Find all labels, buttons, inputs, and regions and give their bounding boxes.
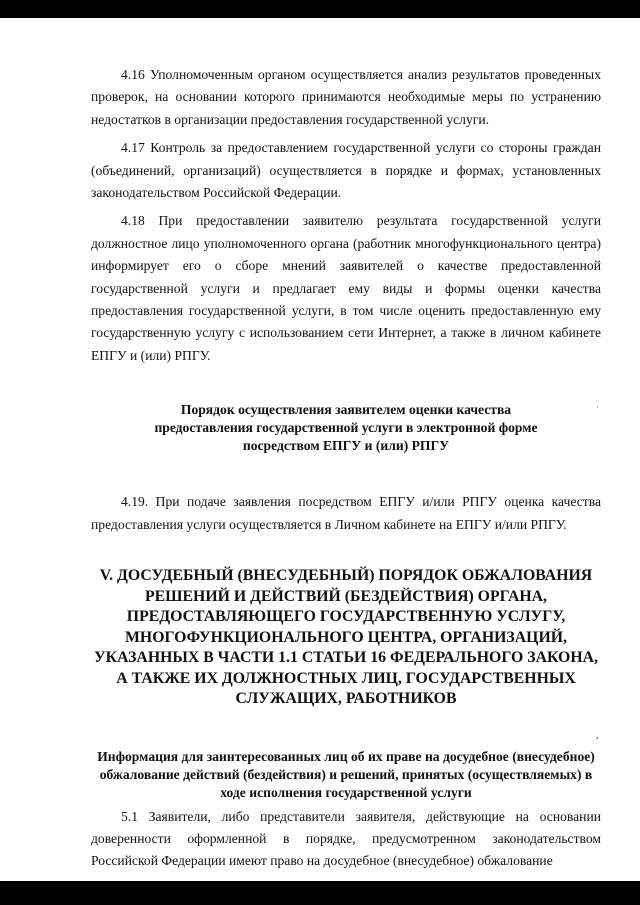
paragraph-4-18: 4.18 При предоставлении заявителю результата государственной услуги должностное лицо уполномоченного органа (работник многофункционального центра) информирует его о сборе мнений заявителей о качестве предоставленной государственной услуги и предлагает ему виды и формы оценки качества предоставления государственной услуги, в том числе оценить предоставленную ему государственную услугу с использованием сети Интернет, а также в личном кабинете ЕПГУ и (или) РПГУ. [91,213,601,363]
paragraph-4-16: 4.16 Уполномоченным органом осуществляется анализ результатов проведенных проверок, на основании которого принимаются необходимые меры по устранению недостатков в организации предоставления государственной услуги. [91,67,601,127]
heading-appeal-information: Информация для заинтересованных лиц об их праве на досудебное (внесудебное) обжалование действий (бездействия) и решений, принятых (осуществляемых) в ходе исполнения государственной услуги [97,748,595,800]
heading-quality-assessment: Порядок осуществления заявителем оценки качества предоставления государственной услуги в электронной форме посредством ЕПГУ и (или) РПГУ [154,402,538,454]
paragraph-4-17: 4.17 Контроль за предоставлением государственной услуги со стороны граждан (объединений, организаций) осуществляется в порядке и формах, установленных законодательством Российской Федерации. [91,140,601,201]
scan-border-top [0,0,640,18]
scan-artifact-mark: , [596,730,599,741]
scan-border-bottom [0,881,640,905]
document-page [91,64,601,873]
paragraph-4-19: 4.19. При подаче заявления посредством ЕПГУ и/или РПГУ оценка качества предоставления услуги осуществляется в Личном кабинете на ЕПГУ и/или РПГУ. [91,494,601,532]
scan-artifact-mark: ʾ [596,405,600,416]
paragraph-5-1: 5.1 Заявители, либо представители заявителя, действующие на основании доверенности оформленной в порядке, предусмотренном законодательством Российской Федерации имеют право на досудебное (внесудебное) обжалование [91,808,601,869]
section-v-title: V. ДОСУДЕБНЫЙ (ВНЕСУДЕБНЫЙ) ПОРЯДОК ОБЖАЛОВАНИЯ РЕШЕНИЙ И ДЕЙСТВИЙ (БЕЗДЕЙСТВИЯ) ОРГАНА, ПРЕДОСТАВЛЯЮЩЕГО ГОСУДАРСТВЕННУЮ УСЛУГУ, МНОГОФУНКЦИОНАЛЬНОГО ЦЕНТРА, ОРГАНИЗАЦИЙ, УКАЗАННЫХ В ЧАСТИ 1.1 СТАТЬИ 16 ФЕДЕРАЛЬНОГО ЗАКОНА, А ТАКЖЕ ИХ ДОЛЖНОСТНЫХ ЛИЦ, ГОСУДАРСТВЕННЫХ СЛУЖАЩИХ, РАБОТНИКОВ [94,567,598,708]
